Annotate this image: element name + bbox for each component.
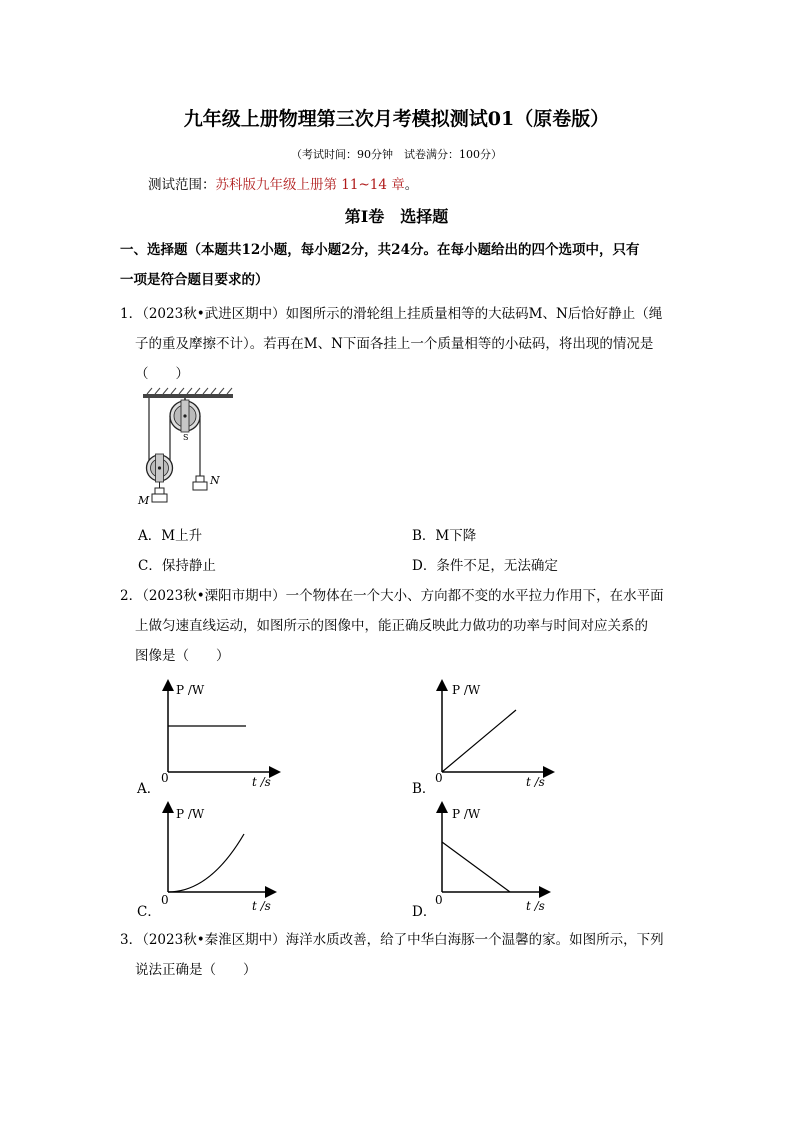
section-title: 第Ⅰ卷 选择题 bbox=[344, 207, 449, 226]
q1-option-d[interactable]: D．条件不足，无法确定 bbox=[412, 558, 558, 574]
q1-option-c[interactable]: C．保持静止 bbox=[138, 558, 216, 574]
graph-c-xlabel: t /s bbox=[252, 899, 271, 913]
graph-b-ylabel: P /W bbox=[452, 683, 481, 697]
q2-option-b-letter[interactable]: B． bbox=[412, 781, 436, 797]
question-2-line2: 上做匀速直线运动，如图所示的图像中，能正确反映此力做功的功率与时间对应关系的 bbox=[135, 618, 648, 634]
question-2-line1: 2．（2023秋•溧阳市期中）一个物体在一个大小、方向都不变的水平拉力作用下，在水平面 bbox=[120, 588, 664, 604]
question-3-line1: 3．（2023秋•秦淮区期中）海洋水质改善，给了中华白海豚一个温馨的家。如图所示，下列 bbox=[120, 932, 664, 948]
label-N: N bbox=[210, 474, 220, 487]
q1-option-b[interactable]: B．M下降 bbox=[412, 528, 477, 544]
graph-c-curve bbox=[168, 834, 244, 892]
pulley-figure bbox=[135, 386, 245, 516]
q2-option-d-letter[interactable]: D． bbox=[412, 904, 437, 920]
graph-b[interactable] bbox=[424, 676, 564, 791]
graph-d-xlabel: t /s bbox=[526, 899, 545, 913]
q2-option-c-letter[interactable]: C． bbox=[137, 904, 161, 920]
graph-d-line bbox=[442, 842, 510, 892]
question-2-line3: 图像是（ ） bbox=[135, 648, 230, 664]
question-1-line3: （ ） bbox=[135, 366, 189, 382]
question-3-line2: 说法正确是（ ） bbox=[135, 962, 257, 978]
page-title: 九年级上册物理第三次月考模拟测试01（原卷版） bbox=[183, 108, 610, 130]
q1-option-a[interactable]: A．M上升 bbox=[138, 528, 203, 544]
graph-b-line bbox=[442, 710, 516, 772]
scope-label: 测试范围： bbox=[148, 177, 216, 193]
question-1-line1: 1．（2023秋•武进区期中）如图所示的滑轮组上挂质量相等的大砝码M、N后恰好静止（绳 bbox=[120, 306, 663, 322]
graph-a[interactable] bbox=[150, 676, 290, 791]
graph-c-origin: 0 bbox=[161, 893, 169, 907]
scope-end: 。 bbox=[404, 177, 419, 193]
part-instruction-line1: 一、选择题（本题共12小题，每小题2分，共24分。在每小题给出的四个选项中，只有 bbox=[120, 242, 640, 258]
graph-b-xlabel: t /s bbox=[526, 775, 545, 789]
test-scope bbox=[148, 173, 418, 193]
graph-b-origin: 0 bbox=[435, 771, 443, 785]
question-1-line2: 子的重及摩擦不计）。若再在M、N下面各挂上一个质量相等的小砝码，将出现的情况是 bbox=[135, 336, 654, 352]
scope-value: 苏科版九年级上册第 11~14 章 bbox=[215, 177, 405, 193]
q2-option-a-letter[interactable]: A． bbox=[137, 781, 161, 797]
part-instruction-line2: 一项是符合题目要求的） bbox=[120, 272, 269, 288]
graph-a-xlabel: t /s bbox=[252, 775, 271, 789]
graph-d[interactable] bbox=[424, 800, 564, 915]
label-M: M bbox=[138, 494, 150, 507]
graph-d-origin: 0 bbox=[435, 893, 443, 907]
graph-d-ylabel: P /W bbox=[452, 807, 481, 821]
graph-c[interactable] bbox=[150, 800, 290, 915]
graph-a-origin: 0 bbox=[161, 771, 169, 785]
graph-a-ylabel: P /W bbox=[176, 683, 205, 697]
exam-info: （考试时间：90分钟 试卷满分：100分） bbox=[291, 148, 502, 161]
label-S: S bbox=[183, 433, 189, 442]
graph-c-ylabel: P /W bbox=[176, 807, 205, 821]
